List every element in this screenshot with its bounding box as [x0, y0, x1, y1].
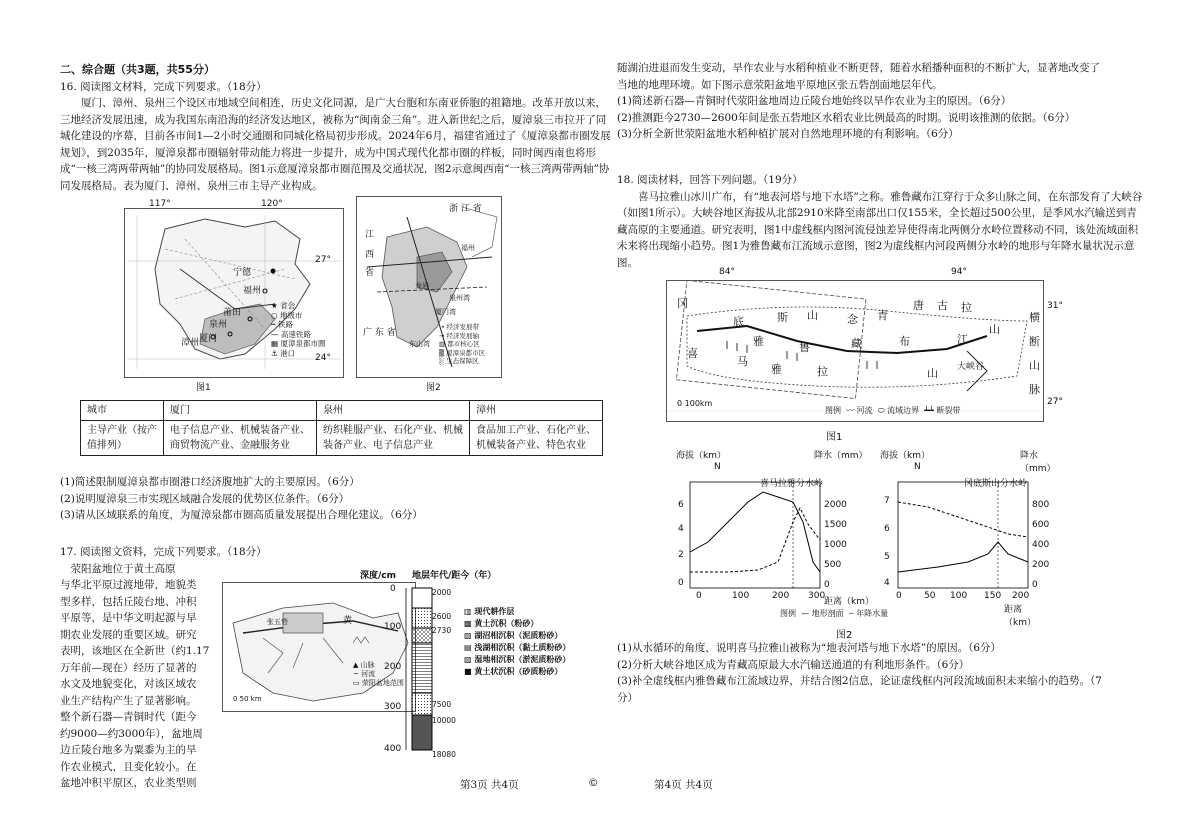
copyright-mark: © — [588, 777, 599, 789]
column-title: 地层年代/距今（年） — [412, 571, 497, 581]
q18-fig2-caption: 图2 — [836, 630, 853, 641]
table-cell: 电子信息产业、机械装备产业、商贸物流产业、金融服务业 — [164, 421, 317, 456]
axis-label: 距离（km） — [824, 597, 874, 607]
q18-figure1 — [666, 267, 1063, 422]
chart-title: 喜马拉雅分水岭 — [760, 479, 824, 489]
legend-item: ▲ 山脉 — [353, 661, 375, 669]
legend-item: 年降水量 — [856, 609, 889, 618]
map-char: 拉 — [817, 365, 828, 378]
q16-head: 16. 阅读图文材料，完成下列要求。（18分） — [60, 80, 267, 93]
map-char: 藏 — [851, 337, 862, 350]
map-label: 福州 — [461, 244, 475, 252]
text-line: 边丘陵台地多为粟黍为主的旱 — [60, 744, 197, 756]
q16-fig2-caption: 图2 — [426, 383, 441, 393]
legend-item: ┅ 铁路 — [271, 320, 293, 329]
text-line: 业生产结构产生了显著影响。 — [60, 694, 197, 707]
map-char: 脉 — [1029, 383, 1040, 396]
map-char: 念 — [847, 313, 858, 326]
map-char: 山 — [927, 367, 938, 380]
age-label: 2730 — [432, 626, 452, 635]
tick: 0 — [1032, 580, 1038, 590]
tick: 1000 — [824, 540, 847, 550]
legend-item: 流域边界 — [887, 406, 920, 415]
lon-label: 120° — [261, 199, 283, 209]
lon-label: 84° — [719, 267, 735, 277]
page-number-left: 第3页 共4页 — [460, 779, 519, 791]
text-line: 与华北平原过渡地带，地貌类 — [60, 579, 197, 591]
text-line: 万年前—现在）经历了显著的 — [60, 661, 197, 674]
text-line: 平原等，是中华文明起源与早 — [60, 612, 197, 624]
map-char: 山 — [989, 323, 1000, 336]
north-arrow: N — [714, 462, 721, 472]
q18-figure2 — [668, 448, 1056, 628]
tick: 600 — [1032, 520, 1050, 530]
q18-text — [617, 172, 1145, 271]
tick: 1500 — [824, 520, 847, 530]
map-char: 马 — [737, 355, 748, 368]
age-label: 7500 — [432, 700, 452, 709]
tick: 150 — [984, 591, 1002, 601]
age-label: 10000 — [432, 716, 456, 725]
legend-item: ~ 河流 — [353, 670, 376, 678]
city-label: 漳州 — [181, 338, 200, 348]
left-column — [60, 62, 615, 194]
depth-tick: 200 — [384, 662, 402, 672]
legend-title: 图例 — [780, 609, 796, 618]
text-line: 水文及地貌变化，对该区域农 — [60, 678, 197, 690]
axis-label: 降水（mm） — [814, 451, 868, 461]
lat-label: 27° — [1047, 397, 1063, 407]
question: (2)分析大峡谷地区成为青藏高原最大水汽输送通道的有利地形条件。（6分） — [617, 658, 970, 671]
map-char: 古 — [937, 299, 948, 312]
city-label: 莆田 — [223, 308, 242, 318]
map-label: 东山湾 — [409, 340, 430, 348]
question: (3)补全虚线框内雅鲁藏布江流域边界，并结合图2信息，论证虚线框内河段流域面积未来缩小的趋势。（7 — [617, 675, 1102, 687]
question: (3)分析全新世荥阳盆地水稻种植扩展对自然地理环境的有利影响。（6分） — [617, 128, 959, 140]
scale-bar: 0 50 km — [233, 695, 262, 703]
legend-item: 断裂带 — [936, 406, 961, 415]
north-arrow: N — [914, 462, 921, 472]
table-row — [81, 421, 603, 456]
legend-item: ▥ 现代耕作层 — [464, 607, 515, 616]
map-char: 唐 — [913, 299, 924, 312]
question: (1)从水循环的角度，说明喜马拉雅山被称为“地表河塔与地下水塔”的原因。（6分） — [617, 642, 1002, 654]
chart-title: 冈底斯山分水岭 — [964, 479, 1028, 489]
text-line: 荥阳盆地位于黄土高原 — [70, 562, 176, 575]
city-label: 福州 — [243, 286, 262, 296]
text-line: 期农业发展的重要区域。研究 — [60, 628, 197, 641]
map-char: 横 — [1029, 311, 1040, 324]
city-label: 厦门 — [199, 334, 218, 344]
tick: 0 — [824, 580, 830, 590]
legend-item: ▧ 湖沼相沉积（泥质粉砂） — [464, 631, 563, 640]
axis-label: 海拔（km） — [880, 451, 930, 461]
tick: 6 — [678, 500, 684, 510]
table-cell: 主导产业（按产值排列） — [81, 421, 164, 456]
legend-item: ▒ 厦漳泉都市区 — [439, 348, 486, 357]
map-char: 断 — [1029, 335, 1040, 348]
lat-label: 31° — [1047, 301, 1063, 311]
table-cell: 纺织鞋服产业、石化产业、机械装备产业、电子信息产业 — [317, 421, 470, 456]
map-label: 龙岩 — [415, 282, 429, 290]
map-label: 省 — [365, 268, 375, 278]
q18-questions — [617, 640, 1145, 706]
section-title: 二、综合题（共3题，共55分） — [60, 63, 215, 76]
map-char: 江 — [957, 333, 968, 346]
tick: 2 — [678, 550, 684, 560]
table-header: 泉州 — [317, 401, 470, 421]
q17-strat-column — [360, 568, 610, 758]
map-char: 青 — [877, 309, 888, 322]
axis-label: 降水（mm） — [1020, 451, 1056, 474]
industry-table — [80, 400, 603, 456]
map-label: 西 — [365, 250, 375, 260]
place-label: 张五砦 — [267, 618, 288, 626]
tick: 200 — [1012, 591, 1030, 601]
q18-head: 18. 阅读材料，回答下列问题。（19分） — [617, 174, 803, 186]
legend-item: ░ 生态保障区 — [439, 357, 479, 365]
text-line: 型多样，包括丘陵台地、冲积 — [60, 595, 197, 608]
question: (2)说明厦漳泉三市实现区域融合发展的优势区位条件。（6分） — [60, 492, 350, 505]
tick: 300 — [808, 591, 826, 601]
tick: 100 — [732, 591, 750, 601]
tick: 0 — [896, 591, 902, 601]
text-line: 整个新石器—青铜时代（距今 — [60, 711, 197, 723]
map-char: 布 — [899, 335, 910, 348]
legend-item: ★ 省会 — [271, 301, 296, 310]
tick: 500 — [824, 560, 842, 570]
age-label: 2000 — [432, 588, 452, 597]
fig2-legend — [439, 323, 485, 366]
tick: 4 — [678, 524, 684, 534]
legend-item: ▭ 荥阳盆地范围 — [353, 679, 404, 687]
legend-item: ▤ 浅湖相沉积（黏土质粉砂） — [464, 643, 571, 652]
legend-item: 河流 — [856, 406, 873, 415]
legend-item: ▩ 黄土沉积（粉砂） — [464, 619, 539, 628]
q16-questions — [60, 474, 615, 524]
depth-tick: 400 — [384, 744, 402, 754]
fig1-legend — [271, 301, 325, 358]
q18-fig1-svg — [667, 281, 1043, 421]
axis-label: 距离（km） — [1004, 605, 1036, 628]
table-header: 漳州 — [470, 401, 603, 421]
q16-figure2 — [356, 196, 502, 378]
tick: 5 — [884, 552, 890, 562]
table-cell: 食品加工产业、石化产业、机械装备产业、特色农业 — [470, 421, 603, 456]
column-ylabel: 深度/cm — [360, 571, 397, 581]
legend-item: ○ 地级市 — [271, 310, 303, 320]
tick: 200 — [1032, 560, 1050, 570]
lon-label: 117° — [149, 199, 171, 209]
q17-head: 17. 阅读图文资料，完成下列要求。（18分） — [60, 546, 267, 558]
column-legend — [464, 606, 570, 678]
map-label: 浙 江 省 — [449, 204, 482, 214]
tick: 200 — [772, 591, 790, 601]
tick: 0 — [696, 591, 702, 601]
map-label: 厦门湾 — [435, 308, 456, 316]
depth-tick: 100 — [384, 622, 402, 632]
question: 分） — [617, 691, 638, 704]
question: (3)请从区域联系的角度，为厦漳泉都市圈高质量发展提出合理化建议。（6分） — [60, 509, 423, 521]
scale-bar: 0 100km — [677, 399, 713, 408]
map-char: 雅 — [771, 363, 782, 376]
depth-tick: 0 — [390, 584, 396, 594]
tick: 7 — [884, 496, 890, 506]
map-char: 斯 — [777, 311, 788, 324]
question: (2)推测距今2730—2600年间是张五砦地区水稻农业比例最高的时期。说明该推测的依据。（6分） — [617, 111, 1076, 124]
map-char: 山 — [807, 309, 818, 322]
tick: 800 — [1032, 500, 1050, 510]
city-label: 泉州 — [209, 320, 228, 330]
legend-item: → 经济发展轴 — [439, 331, 480, 340]
table-header: 厦门 — [164, 401, 317, 421]
axis-label: 海拔（km） — [676, 451, 726, 461]
map-label: 广 东 省 — [363, 328, 396, 338]
question: (1)简述新石器—青铜时代荥阳盆地周边丘陵台地始终以旱作农业为主的原因。（6分） — [617, 95, 1012, 107]
tick: 6 — [884, 524, 890, 534]
map-char: 雅 — [753, 335, 764, 348]
map-label: 江 — [365, 230, 375, 240]
legend-item: ⇢ 经济发展带 — [439, 323, 480, 331]
map-char: 山 — [1029, 359, 1040, 372]
q18-fig1-legend: 图例 〰 河流 ⬭ 流域边界 ┷┷ 断裂带 — [825, 406, 961, 415]
map-char: 冈 — [677, 297, 688, 310]
legend-item: ▦ 厦漳泉都市圈 — [271, 339, 326, 348]
map-char: 大峡谷 — [957, 362, 985, 372]
tick: 400 — [1032, 540, 1050, 550]
legend-item: ■ 黄土状沉积（砂质粉砂） — [464, 667, 563, 676]
table-header: 城市 — [81, 401, 164, 421]
legend-item: ⚓ 港口 — [271, 348, 296, 358]
q16-figure1 — [124, 199, 344, 378]
lat-label: 24° — [315, 353, 331, 363]
legend-item: ▨ 湿地相沉积（淤泥质粉砂） — [464, 655, 571, 664]
legend-item: ▥ 都市核心区 — [439, 340, 480, 348]
q16-fig1-caption: 图1 — [196, 383, 211, 393]
text-line: 作农业模式，且变化较小。在 — [60, 760, 197, 773]
text-line: 随湖泊进退而发生变动，旱作农业与水稻种植业不断更替，随着水稻播种面积的不断扩大，显著地改变了 — [617, 62, 1100, 74]
city-label: 宁德 — [233, 268, 252, 278]
river-label: 黄 — [343, 616, 353, 626]
lat-label: 27° — [315, 255, 331, 265]
page-number-right: 第4页 共4页 — [654, 779, 713, 791]
tick: 50 — [924, 591, 936, 601]
text-line: 当地的地理环境。如下图示意荥阳盆地平原地区张五砦剖面地层年代。 — [617, 78, 943, 91]
tick: 100 — [950, 591, 968, 601]
tick: 4 — [884, 578, 890, 588]
map-char: 喜 — [687, 347, 698, 360]
tick: 0 — [678, 578, 684, 588]
lon-label: 94° — [951, 267, 967, 277]
q16-paragraph: 厦门、漳州、泉州三个设区市地域空间相连，历史文化同源，是广大台胞和东南亚侨胞的祖籍地。改革开放以来，三地经济发展迅速，成为我国东南沿海的经济发达地区，被称为“闽南金三角”。进入新世纪之后，厦漳泉三市拉开了同城化建设的序幕，目前各市间1—2小时交通圈和同城化格局初步形成。2024年6月，福建省通过了《厦漳泉都市圈发展规划》，到2035年，厦漳泉都市圈辐射带动能力将进一步提升，成为中国式现代化都市圈的样板，同时闽西南也将形成“一核三湾两带两轴”的协同发展格局。图1示意厦漳泉都市圈范围及交通状况，图2示意闽西南“一核三湾两带两轴”协同发展格局。表为厦门、漳州、泉州三市主导产业构成。 — [60, 97, 611, 192]
map-char: 底 — [733, 315, 744, 328]
map-char: 鲁 — [799, 341, 810, 354]
map-char: 拉 — [961, 301, 972, 314]
tick: 2000 — [824, 500, 847, 510]
map-label: 泉州湾 — [449, 294, 470, 302]
q18-fig1-caption: 图1 — [826, 432, 843, 443]
age-label: 18080 — [432, 750, 456, 759]
legend-title: 图例 — [825, 406, 841, 415]
table-header-row — [81, 401, 603, 421]
question: (1)简述限制厦漳泉都市圈港口经济腹地扩大的主要原因。（6分） — [60, 476, 360, 488]
text-line: 约9000—约3000年），盆地周 — [60, 727, 203, 740]
text-line: 盆地冲积平原区，农业类型则 — [60, 777, 197, 789]
depth-tick: 300 — [384, 702, 402, 712]
q17-continued — [617, 60, 1145, 143]
text-line: 表明，该地区在全新世（约1.17 — [60, 645, 210, 657]
legend-item: 地形剖面 — [811, 609, 844, 618]
fig2-legend: 图例 — 地形剖面 ┄ 年降水量 — [780, 609, 889, 618]
legend-item: — 高速铁路 — [271, 329, 311, 339]
q18-paragraph: 喜马拉雅山冰川广布，有“地表河塔与地下水塔”之称。雅鲁藏布江穿行于众多山脉之间，在东部发育了大峡谷（如图1所示）。大峡谷地区海拔从北部2910米降至南部出口仅155米，全长超过500公里，是季风水汽输送到青藏高原的主要通道。研究表明，图1中虚线框内图河流侵蚀差异使得南北两侧分水岭位置移动不同，该处流域面积未来将出现缩小趋势。图1为雅鲁藏布江流域示意图，图2为虚线框内河段两侧分水岭的地形与年降水量状况示意图。 — [617, 190, 1143, 269]
age-label: 2600 — [432, 612, 452, 621]
